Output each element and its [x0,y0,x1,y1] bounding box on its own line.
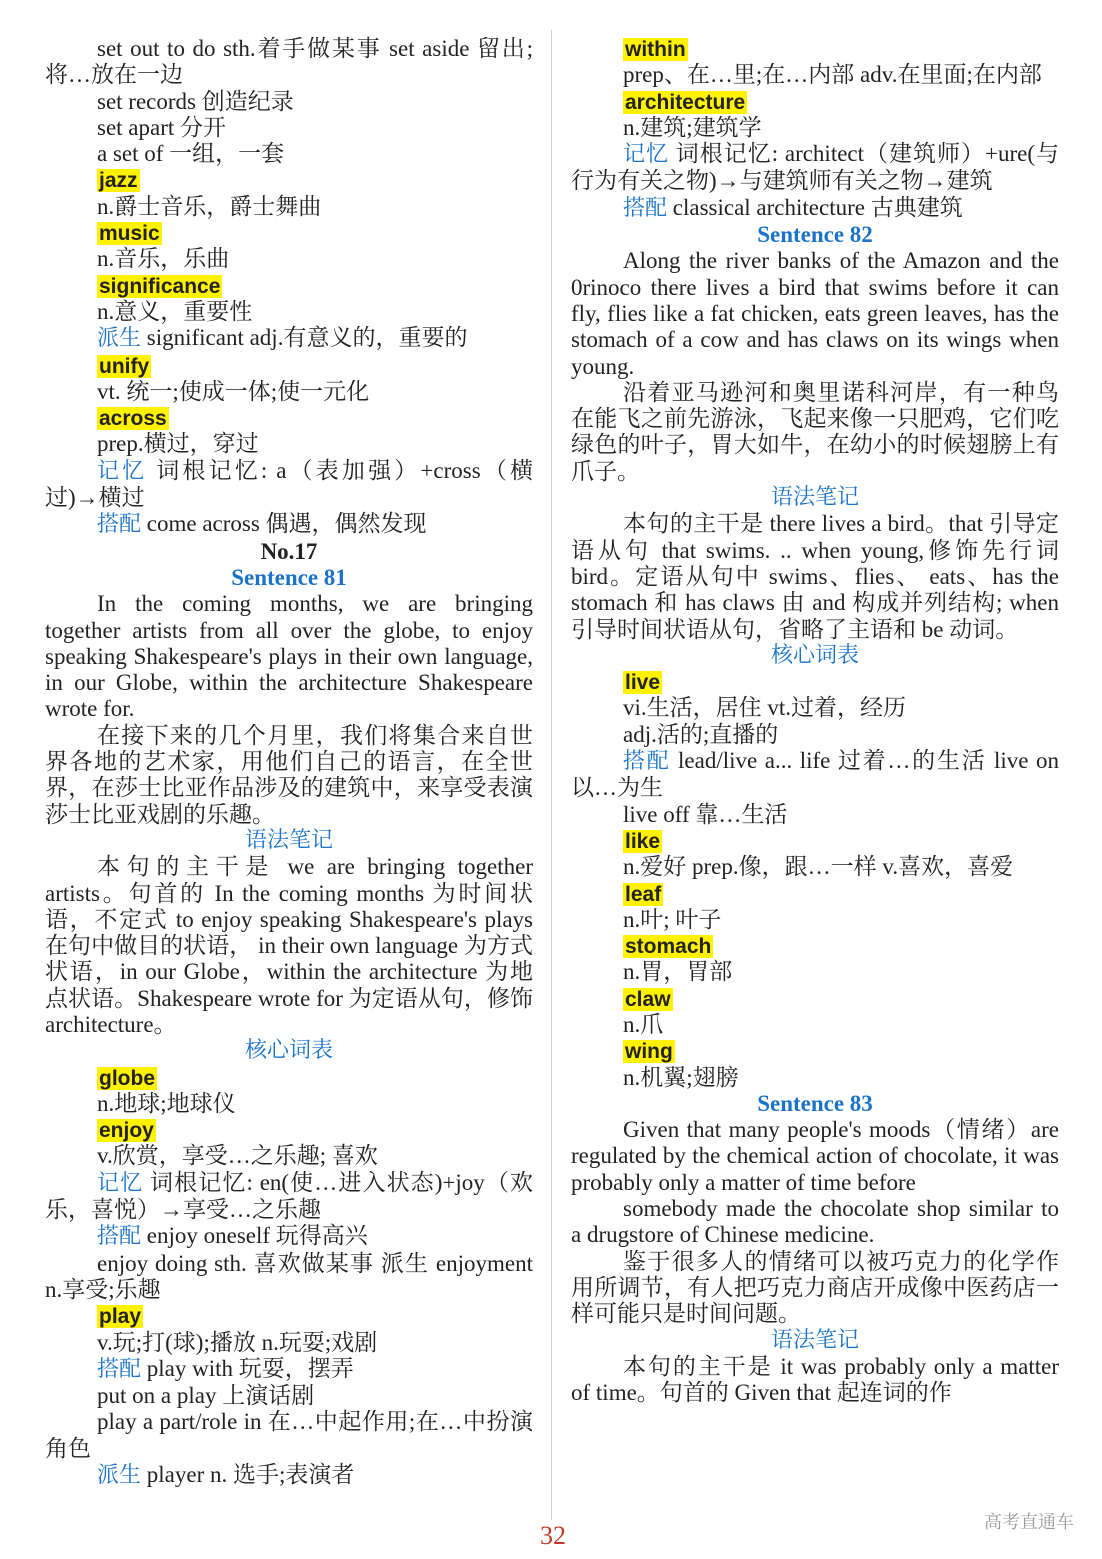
sentence-english: In the coming months, we are bringing together artists from all over the globe, to enjoy speaking Shakespeare's plays in their own language, in our Globe, within the architecture Shakespeare wrote for. [45,591,533,722]
definition: n.胃，胃部 [623,959,733,985]
definition: prep.横过，穿过 [97,431,259,457]
grammar-note: 本句的主干是 there lives a bird。that 引导定语从句 that swims. .. when young,修饰先行词 bird。定语从句中 swims、flies、 eats、has the stomach 和 has claws 由 and 构成并列结构; when 引导时间状语从句，省略了主语和 be 动词。 [571,511,1059,642]
collocation-note: 搭配 lead/live a... life 过着…的生活 live on 以…为生 [571,748,1059,801]
definition: n.建筑;建筑学 [623,114,762,140]
collocation-note: 搭配 play with 玩耍，摆弄 [97,1355,354,1382]
definition: n.机翼;翅膀 [623,1064,739,1090]
vocab-word: music [99,222,160,246]
vocab-heading: 核心词表 [244,1038,333,1064]
left-column [45,36,533,1489]
collocation-tag: 搭配 [623,749,671,775]
definition: vt. 统一;使成一体;使一元化 [97,378,370,404]
text-line: enjoy doing sth. 喜欢做某事 派生 enjoyment n.享受;乐趣 [45,1250,533,1302]
text-line: play a part/role in 在…中起作用;在…中扮演角色 [45,1409,533,1461]
memory-tag: 记忆 [97,1170,144,1196]
vocab-word: significance [99,274,221,298]
vocab-word: across [99,407,167,431]
memory-note: 记忆 词根记忆: architect（建筑师）+ure(与行为有关之物)→与建筑师有关之物→建筑 [571,141,1059,194]
grammar-heading: 语法笔记 [244,827,333,853]
vocab-word: like [625,829,661,853]
definition: n.地球;地球仪 [97,1090,236,1116]
derivative-tag: 派生 [97,326,142,352]
sentence-heading: Sentence 82 [757,222,873,248]
sentence-english: Given that many people's moods（情绪）are regulated by the chemical action of chocolate, it was probably only a matter of time before [571,1117,1059,1195]
text-line: a set of 一组，一套 [97,141,285,167]
definition: adj.活的;直播的 [623,721,779,747]
text-line: set apart 分开 [97,114,227,140]
memory-note: 记忆 词根记忆: en(使…进入状态)+joy（欢乐，喜悦）→享受…之乐趣 [45,1169,533,1223]
page-number: 32 [540,1521,566,1550]
definition: n.意义，重要性 [97,298,253,324]
definition: vi.生活，居住 vt.过着，经历 [623,695,907,721]
text-line: set records 创造纪录 [97,88,294,114]
memory-tag: 记忆 [623,142,669,168]
sentence-heading: Sentence 81 [231,564,347,590]
vocab-word: leaf [625,882,662,906]
grammar-heading: 语法笔记 [770,485,859,511]
grammar-note: 本句的主干是 it was probably only a matter of time。句首的 Given that 起连词的作 [571,1353,1059,1406]
derivative-note: 派生 significant adj.有意义的，重要的 [97,325,468,352]
definition: v.欣赏，享受…之乐趣; 喜欢 [97,1143,378,1169]
derivative-tag: 派生 [97,1463,142,1489]
collocation-tag: 搭配 [623,195,668,221]
right-column [571,36,1059,1406]
sentence-chinese: 鉴于很多人的情绪可以被巧克力的化学作用所调节，有人把巧克力商店开成像中医药店一样可能只是时间问题。 [571,1248,1059,1327]
text-line: live off 靠…生活 [623,801,788,827]
text-line: set out to do sth.着手做某事 set aside 留出;将…放在一边 [45,36,533,88]
vocab-heading: 核心词表 [770,642,859,668]
collocation-note: 搭配 come across 偶遇，偶然发现 [97,511,427,538]
vocab-word: jazz [99,169,138,193]
definition: n.爵士音乐，爵士舞曲 [97,193,322,219]
vocab-word: globe [99,1066,155,1090]
collocation-note: 搭配 classical architecture 古典建筑 [623,194,963,221]
vocab-word: live [625,671,661,695]
collocation-note: 搭配 enjoy oneself 玩得高兴 [97,1223,368,1250]
vocab-word: architecture [625,90,746,114]
definition: v.玩;打(球);播放 n.玩耍;戏剧 [97,1329,378,1355]
sentence-heading: Sentence 83 [757,1090,873,1116]
sentence-chinese: 沿着亚马逊河和奥里诺科河岸，有一种鸟在能飞之前先游泳，飞起来像一只肥鸡，它们吃绿色的叶子，胃大如牛，在幼小的时候翅膀上有爪子。 [571,379,1059,484]
vocab-word: within [625,38,686,61]
definition: n.爱好 prep.像，跟…一样 v.喜欢，喜爱 [623,854,1014,880]
vocab-word: unify [99,354,150,378]
definition: n.叶; 叶子 [623,906,722,932]
vocab-word: wing [625,1040,673,1064]
vocab-word: stomach [625,935,712,959]
definition: prep、在…里;在…内部 adv.在里面;在内部 [623,62,1042,88]
grammar-note: 本句的主干是 we are bringing together artists。句首的 In the coming months 为时间状语，不定式 to enjoy speaking Shakespeare's plays 在句中做目的状语， in their own language 为方式状语，in our Globe，within the architecture 为地点状语。Shakespeare wrote for 为定语从句，修饰 architecture。 [45,854,533,1037]
vocab-word: play [99,1305,142,1329]
collocation-tag: 搭配 [97,1224,142,1250]
memory-note: 记忆 词根记忆: a（表加强）+cross（横过)→横过 [45,457,533,511]
vocab-word: enjoy [99,1119,154,1143]
sentence-chinese: 在接下来的几个月里，我们将集合来自世界各地的艺术家，用他们自己的语言，在全世界，在莎士比亚作品涉及的建筑中，来享受表演莎士比亚戏剧的乐趣。 [45,722,533,827]
collocation-tag: 搭配 [97,1356,142,1382]
collocation-tag: 搭配 [97,512,142,538]
watermark: 高考直通车 [984,1512,1074,1533]
column-divider [551,30,552,1520]
text-line: put on a play 上演话剧 [97,1383,315,1409]
definition: n.音乐，乐曲 [97,246,230,272]
grammar-heading: 语法笔记 [770,1327,859,1353]
sentence-english: Along the river banks of the Amazon and the 0rinoco there lives a bird that swims before it can fly, flies like a fat chicken, eats green leaves, has the stomach of a cow and has claws on its wings when young. [571,248,1059,379]
sentence-english: somebody made the chocolate shop similar to a drugstore of Chinese medicine. [571,1196,1059,1248]
definition: n.爪 [623,1011,664,1037]
memory-tag: 记忆 [97,458,148,484]
section-number: No.17 [260,538,318,564]
vocab-word: claw [625,987,671,1011]
derivative-note: 派生 player n. 选手;表演者 [97,1462,355,1489]
